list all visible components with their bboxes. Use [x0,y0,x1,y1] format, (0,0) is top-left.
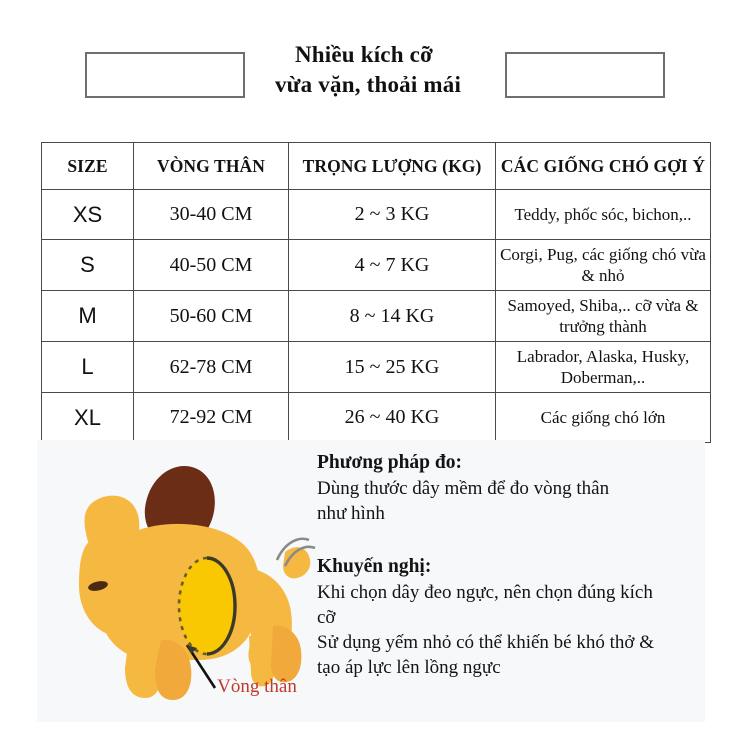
column-header-size: SIZE [42,143,134,190]
cell-breeds: Labrador, Alaska, Husky, Doberman,.. [496,342,711,393]
measurement-guide-panel [37,440,705,722]
size-chart-table [41,142,711,443]
method-line-1: Dùng thước dây mềm để đo vòng thân [317,478,610,499]
cell-size: M [42,291,134,342]
header [0,0,750,128]
table-row [42,342,711,393]
table-body [42,190,711,443]
advice-heading: Khuyến nghị: [317,556,432,577]
table-row [42,190,711,240]
cell-girth: 72-92 CM [134,393,289,443]
dog-rear-leg-near [271,626,301,683]
cell-breeds: Các giống chó lớn [496,393,711,443]
measurement-info-column [317,450,705,680]
cell-breeds: Corgi, Pug, các giống chó vừa & nhỏ [496,240,711,291]
table-row [42,240,711,291]
cell-weight: 8 ~ 14 KG [289,291,496,342]
table-row [42,393,711,443]
column-header-weight: TRỌNG LƯỢNG (KG) [289,143,496,190]
cell-breeds: Teddy, phốc sóc, bichon,.. [496,190,711,240]
cell-girth: 30-40 CM [134,190,289,240]
advice-line-2: cỡ [317,607,336,628]
table-header-row [42,143,711,190]
cell-breeds: Samoyed, Shiba,.. cỡ vừa & trưởng thành [496,291,711,342]
cell-girth: 40-50 CM [134,240,289,291]
cell-girth: 62-78 CM [134,342,289,393]
method-line-2: như hình [317,503,385,524]
column-header-girth: VÒNG THÂN [134,143,289,190]
cell-girth: 50-60 CM [134,291,289,342]
measurement-method-body [317,476,705,526]
table-row [42,291,711,342]
table-header [42,143,711,190]
column-header-breeds: CÁC GIỐNG CHÓ GỢI Ý [496,143,711,190]
cell-weight: 26 ~ 40 KG [289,393,496,443]
page-title-line-2: vừa vặn, thoải mái [274,72,462,97]
cell-weight: 2 ~ 3 KG [289,190,496,240]
measurement-method-heading: Phương pháp đo: [317,452,462,473]
cell-weight: 4 ~ 7 KG [289,240,496,291]
dog-illustration [37,440,337,722]
advice-body [317,580,705,680]
advice-line-4: tạo áp lực lên lồng ngực [317,657,501,678]
dog-head [79,528,169,637]
cell-size: L [42,342,134,393]
section-spacer [317,526,705,554]
girth-label: Vòng thân [217,676,297,697]
cell-weight: 15 ~ 25 KG [289,342,496,393]
cell-size: XL [42,393,134,443]
cell-size: S [42,240,134,291]
page-title [0,40,750,100]
cell-size: XS [42,190,134,240]
advice-line-3: Sử dụng yếm nhỏ có thể khiến bé khó thở & [317,632,654,653]
page-title-line-1: Nhiều kích cỡ [294,42,434,67]
advice-line-1: Khi chọn dây đeo ngực, nên chọn đúng kích [317,582,653,603]
